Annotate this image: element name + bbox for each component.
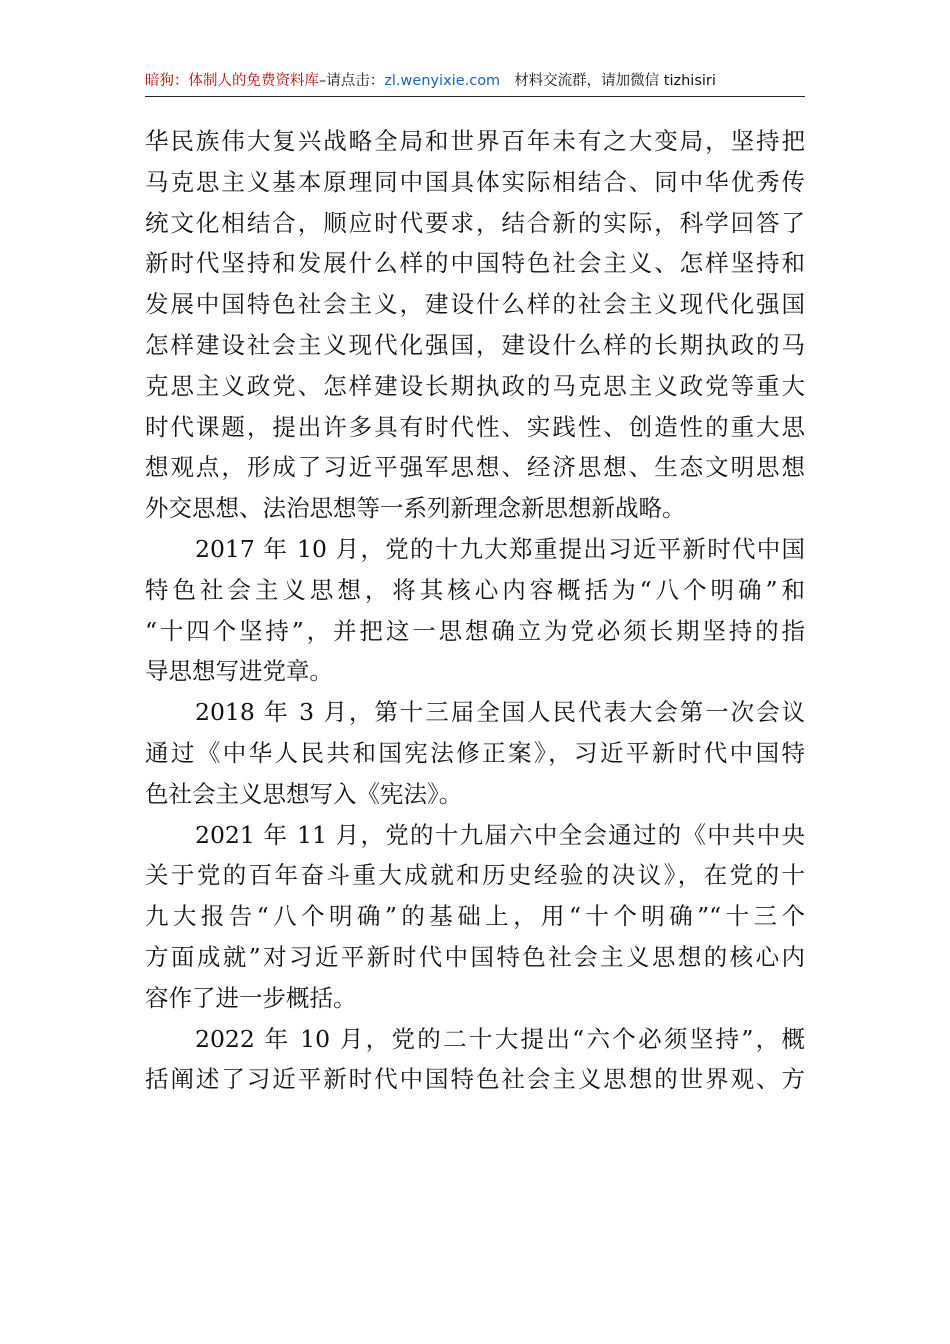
text-line: 色社会主义思想写入《宪法》。: [145, 779, 463, 808]
text-line: 2022 年 10 月，党的二十大提出“六个必须坚持”，概: [195, 1024, 805, 1053]
text-line: 怎样建设社会主义现代化强国，建设什么样的长期执政的马: [145, 330, 805, 359]
text-line: 特色社会主义思想，将其核心内容概括为“八个明确”和: [145, 575, 805, 604]
document-body: [145, 121, 805, 1100]
paragraph-2: [145, 529, 805, 692]
text-line: 九大报告“八个明确”的基础上，用“十个明确”“十三个: [145, 902, 805, 931]
text-line: 括阐述了习近平新时代中国特色社会主义思想的世界观、方: [145, 1065, 805, 1094]
text-line: 导思想写进党章。: [145, 657, 333, 686]
text-line: 时代课题，提出许多具有时代性、实践性、创造性的重大思: [145, 412, 805, 441]
text-line: 外交思想、法治思想等一系列新理念新思想新战略。: [145, 494, 686, 523]
text-line: 马克思主义基本原理同中国具体实际相结合、同中华优秀传: [145, 167, 805, 196]
paragraph-1: [145, 121, 805, 529]
text-line: 通过《中华人民共和国宪法修正案》，习近平新时代中国特: [145, 738, 805, 767]
text-line: 关于党的百年奋斗重大成就和历史经验的决议》，在党的十: [145, 861, 805, 890]
text-line: 容作了进一步概括。: [145, 983, 357, 1012]
text-line: 想观点，形成了习近平强军思想、经济思想、生态文明思想: [145, 453, 805, 482]
header-link[interactable]: zl.wenyixie.com: [384, 73, 501, 89]
header-prompt: –请点击：: [319, 73, 385, 89]
header-divider: [145, 96, 805, 97]
text-line: 新时代坚持和发展什么样的中国特色社会主义、怎样坚持和: [145, 249, 805, 278]
header-contact: 材料交流群，请加微信 tizhisiri: [514, 73, 716, 89]
text-line: 华民族伟大复兴战略全局和世界百年未有之大变局，坚持把: [145, 127, 805, 155]
paragraph-5: [145, 1019, 805, 1101]
text-line: 方面成就”对习近平新时代中国特色社会主义思想的核心内: [145, 942, 805, 971]
text-line: 发展中国特色社会主义，建设什么样的社会主义现代化强国: [145, 290, 805, 319]
paragraph-4: [145, 815, 805, 1019]
text-line: 统文化相结合，顺应时代要求，结合新的实际，科学回答了: [145, 208, 805, 237]
page-header: [145, 66, 805, 96]
text-line: 2021 年 11 月，党的十九届六中全会通过的《中共中央: [195, 820, 805, 849]
paragraph-3: [145, 692, 805, 814]
header-source: 暗狗：体制人的免费资料库: [145, 73, 319, 89]
text-line: 2018 年 3 月，第十三届全国人民代表大会第一次会议: [195, 698, 805, 727]
text-line: “十四个坚持”，并把这一思想确立为党必须长期坚持的指: [145, 616, 805, 645]
text-line: 克思主义政党、怎样建设长期执政的马克思主义政党等重大: [145, 371, 805, 400]
text-line: 2017 年 10 月，党的十九大郑重提出习近平新时代中国: [195, 534, 805, 563]
